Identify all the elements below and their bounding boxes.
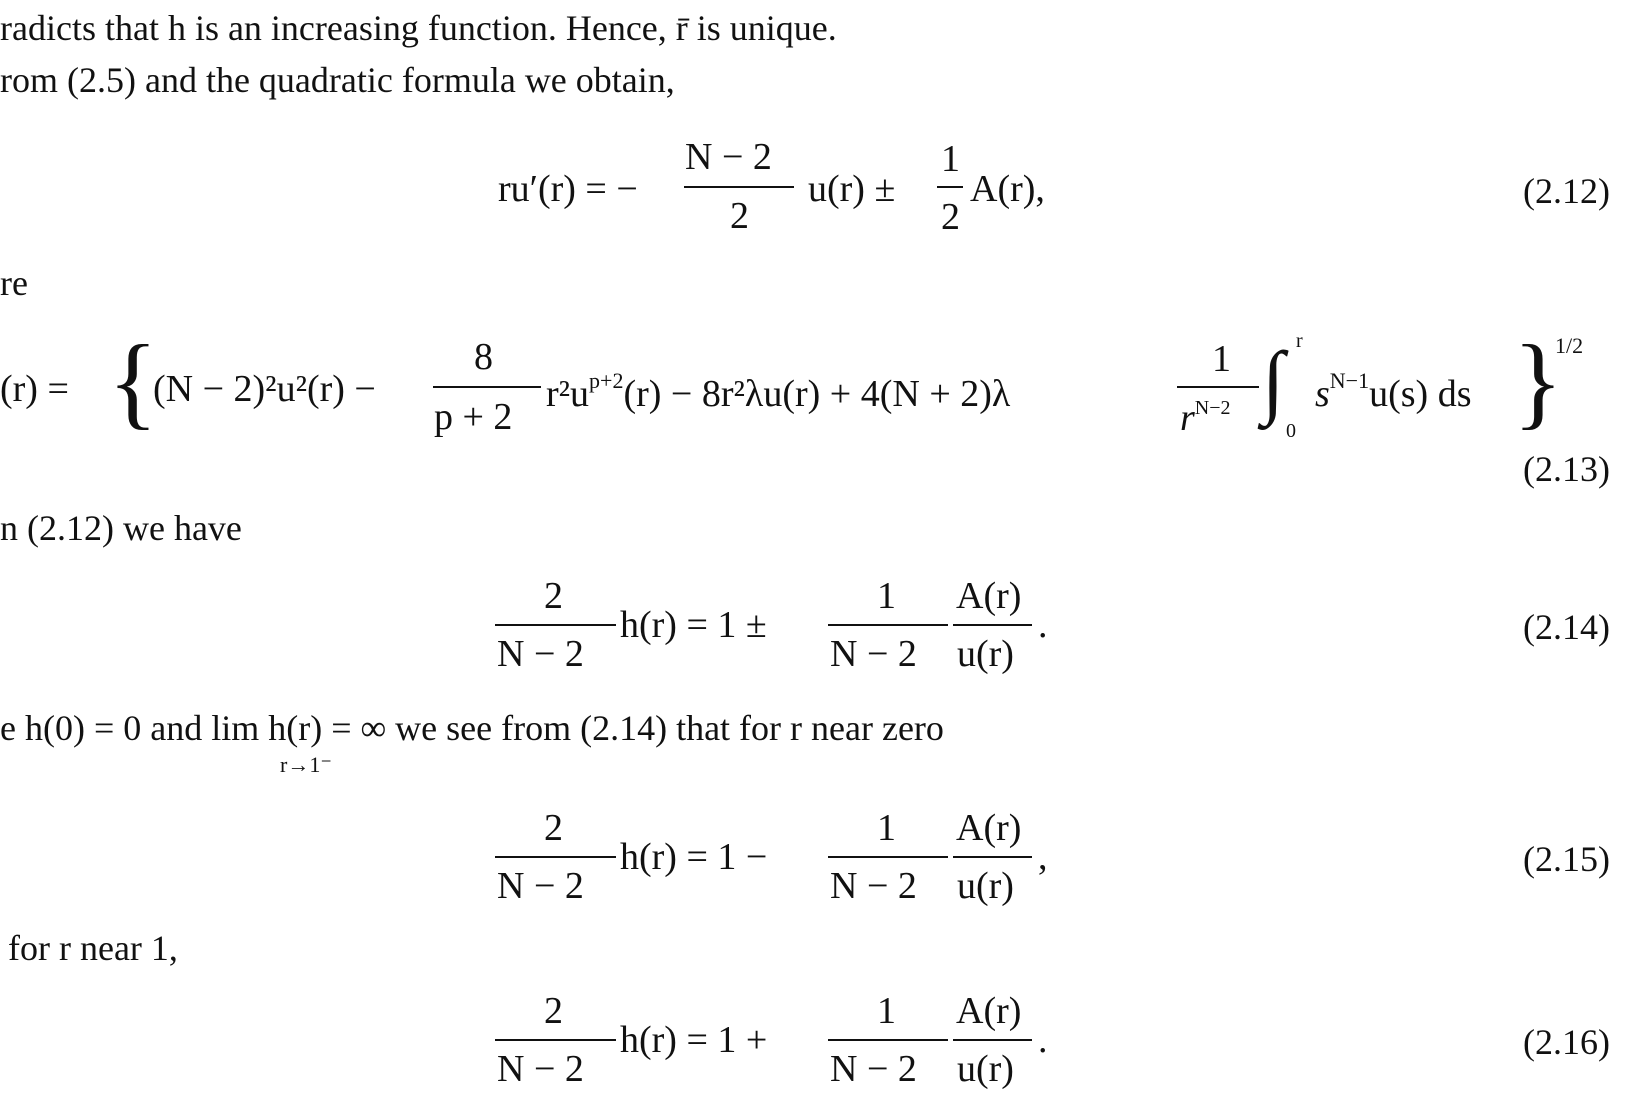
eq-2-12-number: (2.12) (1523, 171, 1610, 211)
eq-2-16-frac3-bar (953, 1039, 1032, 1041)
eq-2-13-integrand: $s^{N-1}u(s)$ ds (1315, 368, 1472, 415)
eq-2-14-frac-bar (495, 624, 616, 626)
eq-2-16-frac-den: N − 2 (497, 1048, 584, 1090)
eq-2-13-term1: (N − 2)²u²(r) − (153, 368, 376, 410)
eq-2-16-mid: h(r) = 1 + (620, 1019, 768, 1061)
right-brace: } (1513, 324, 1563, 439)
eq-2-12-lhs: ru′(r) = − (498, 168, 638, 210)
eq-2-15-mid: h(r) = 1 − (620, 836, 768, 878)
eq-2-13-number: (2.13) (1523, 449, 1610, 489)
text-line-4: n (2.12) we have (0, 508, 242, 548)
eq-2-16-frac2-num: 1 (877, 990, 896, 1032)
eq-2-14-frac2-num: 1 (877, 575, 896, 617)
eq-2-12-frac-bar (684, 186, 794, 188)
text-line-5: e h(0) = 0 and lim h(r) = ∞ we see from (2.14) that for r near zero (0, 708, 944, 748)
eq-2-13-frac8-num: 8 (474, 336, 493, 378)
eq-2-16-tail: . (1038, 1019, 1048, 1061)
eq-2-13-int-lower: 0 (1286, 420, 1296, 442)
eq-2-16-frac-num: 2 (544, 990, 563, 1032)
eq-2-15-frac-bar (495, 856, 616, 858)
eq-2-14-frac3-bar (953, 624, 1032, 626)
eq-2-12-frac-den: 2 (730, 195, 749, 237)
eq-2-15-tail: , (1038, 836, 1048, 878)
left-brace: { (108, 324, 158, 439)
text-line-6: for r near 1, (8, 928, 178, 968)
eq-2-15-frac3-bar (953, 856, 1032, 858)
eq-2-14-tail: . (1038, 604, 1048, 646)
eq-2-13-int-upper: r (1296, 330, 1303, 352)
text-line-3: re (0, 263, 28, 303)
eq-2-15-frac2-bar (828, 856, 948, 858)
eq-2-16-frac3-num: A(r) (956, 990, 1022, 1032)
eq-2-16-frac3-den: u(r) (957, 1048, 1014, 1090)
eq-2-15-frac-den: N − 2 (497, 865, 584, 907)
eq-2-13-fracr-num: 1 (1212, 338, 1231, 380)
eq-2-16-frac-bar (495, 1039, 616, 1041)
eq-2-15-frac2-den: N − 2 (830, 865, 917, 907)
eq-2-15-frac3-den: u(r) (957, 865, 1014, 907)
eq-2-13-power: 1/2 (1555, 333, 1584, 358)
eq-2-13-fracr-bar (1177, 386, 1259, 388)
eq-2-12-mid: u(r) ± (808, 168, 896, 210)
eq-2-15-number: (2.15) (1523, 839, 1610, 879)
eq-2-14-mid: h(r) = 1 ± (620, 604, 767, 646)
eq-2-16-frac2-den: N − 2 (830, 1048, 917, 1090)
eq-2-14-number: (2.14) (1523, 607, 1610, 647)
eq-2-12-half-num: 1 (941, 138, 960, 180)
eq-2-16-frac2-bar (828, 1039, 948, 1041)
eq-2-15-frac2-num: 1 (877, 807, 896, 849)
lim-subscript: r→1⁻ (280, 752, 332, 777)
eq-2-15-frac3-num: A(r) (956, 807, 1022, 849)
text-line-2: rom (2.5) and the quadratic formula we obtain, (0, 60, 675, 100)
integral-sign: ∫ (1262, 335, 1285, 426)
eq-2-14-frac-num: 2 (544, 575, 563, 617)
eq-2-13-frac8-den: p + 2 (434, 396, 513, 438)
eq-2-14-frac2-bar (828, 624, 948, 626)
eq-2-13-fracr-den: $r^{N-2}$ (1180, 397, 1231, 439)
text-line-1: radicts that h is an increasing function. Hence, r̄ is unique. (0, 8, 837, 48)
eq-2-12-half-den: 2 (941, 196, 960, 238)
eq-2-14-frac3-den: u(r) (957, 633, 1014, 675)
eq-2-15-frac-num: 2 (544, 807, 563, 849)
eq-2-12-half-bar (937, 186, 963, 188)
eq-2-12-rhs: A(r), (970, 168, 1045, 210)
eq-2-14-frac3-num: A(r) (956, 575, 1022, 617)
eq-2-13-term2: $r^2u^{p+2}(r) - 8r^2\lambda u(r) + 4(N + 2)\lambda$ (546, 368, 1011, 415)
eq-2-13-lhs: (r) = (0, 368, 69, 410)
eq-2-12-frac-num: N − 2 (685, 136, 772, 178)
eq-2-13-frac8-bar (433, 386, 541, 388)
eq-2-14-frac-den: N − 2 (497, 633, 584, 675)
eq-2-14-frac2-den: N − 2 (830, 633, 917, 675)
eq-2-16-number: (2.16) (1523, 1022, 1610, 1062)
